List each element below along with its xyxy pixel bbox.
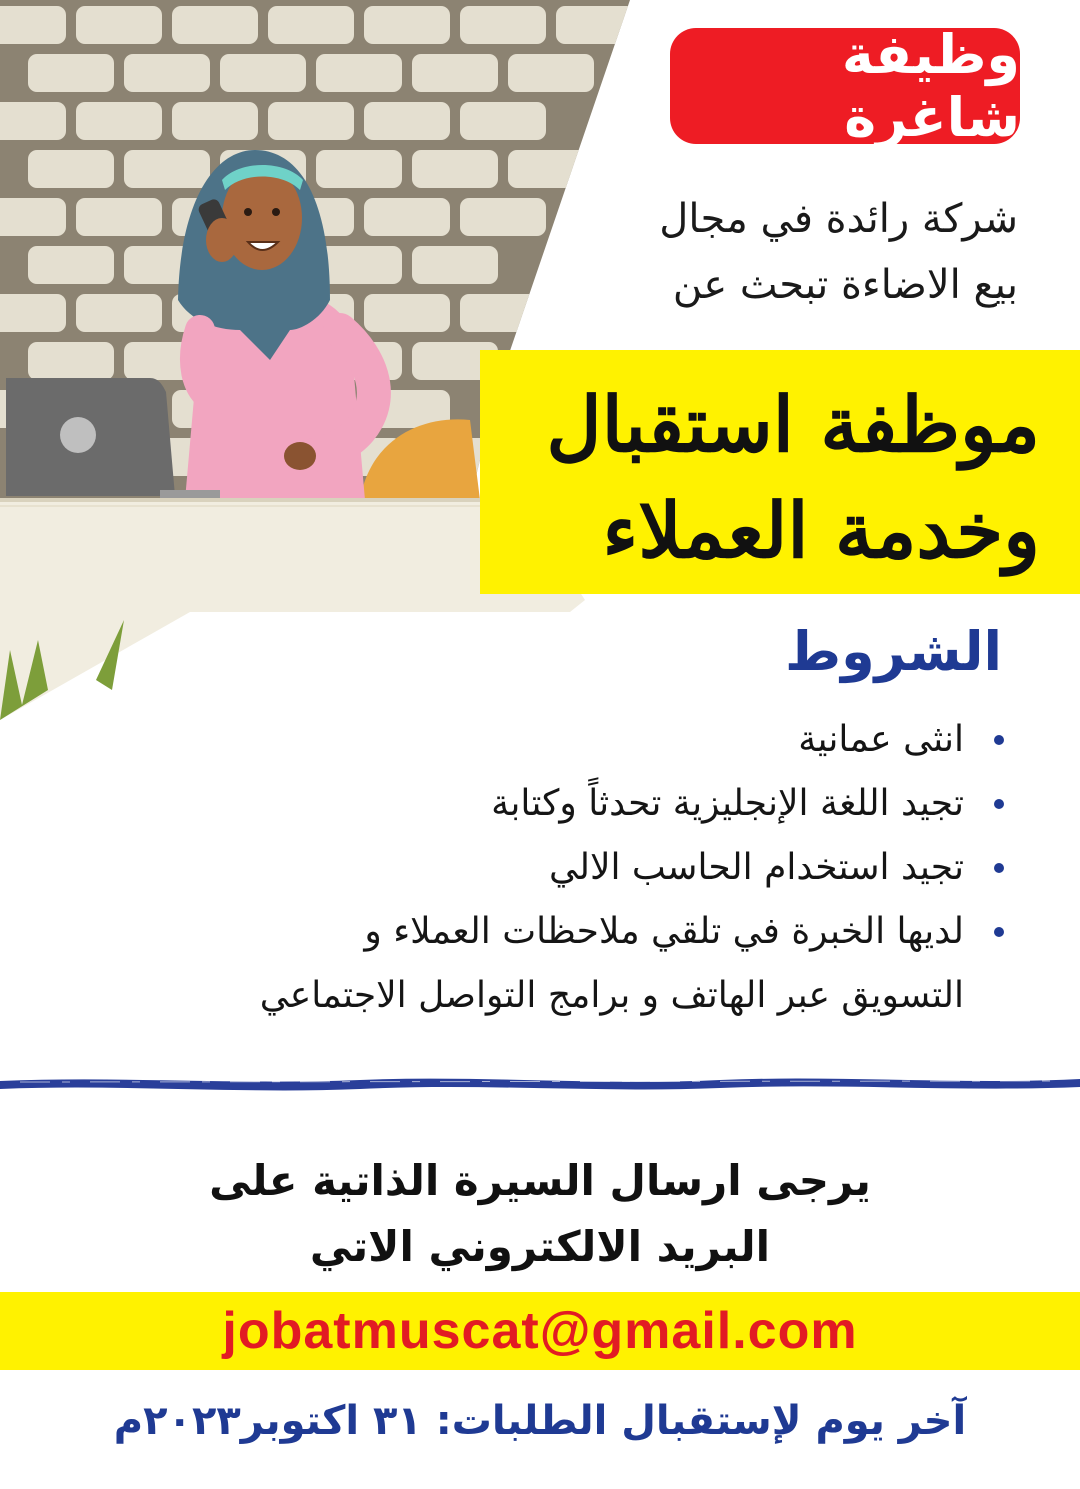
bullet-icon [994, 863, 1004, 873]
email-band [0, 1292, 1080, 1370]
job-title-line-1: موظفة استقبال [546, 380, 1040, 469]
condition-item: تجيد استخدام الحاسب الالي [130, 836, 1010, 900]
vacancy-badge-label: وظيفة شاغرة [841, 23, 1020, 149]
deadline-text: آخر يوم لإستقبال الطلبات: ٣١ اكتوبر٢٠٢٣م [113, 1398, 967, 1444]
brush-divider [0, 1072, 1080, 1096]
vacancy-badge [670, 23, 1020, 149]
conditions-title: الشروط [785, 620, 1002, 683]
condition-item: تجيد اللغة الإنجليزية تحدثاً وكتابة [130, 772, 1010, 836]
intro-line-2: بيع الاضاءة تبحث عن [672, 262, 1018, 308]
bullet-icon [994, 735, 1004, 745]
email-address[interactable]: jobatmuscat@gmail.com [222, 1302, 858, 1360]
job-title [500, 372, 1040, 584]
condition-item: انثى عمانية [130, 708, 1010, 772]
intro-line-1: شركة رائدة في مجال [659, 196, 1018, 242]
bullet-icon [994, 927, 1004, 937]
company-intro [558, 186, 1018, 318]
job-title-line-2: وخدمة العملاء [602, 486, 1040, 575]
condition-item-continued: التسويق عبر الهاتف و برامج التواصل الاجتماعي [259, 975, 964, 1016]
instructions-line-2: البريد الالكتروني الاتي [309, 1222, 771, 1271]
conditions-list [130, 708, 1010, 1028]
condition-item: لديها الخبرة في تلقي ملاحظات العملاء و [130, 900, 1010, 964]
bullet-icon [994, 799, 1004, 809]
application-instructions [0, 1148, 1080, 1280]
instructions-line-1: يرجى ارسال السيرة الذاتية على [209, 1156, 871, 1205]
